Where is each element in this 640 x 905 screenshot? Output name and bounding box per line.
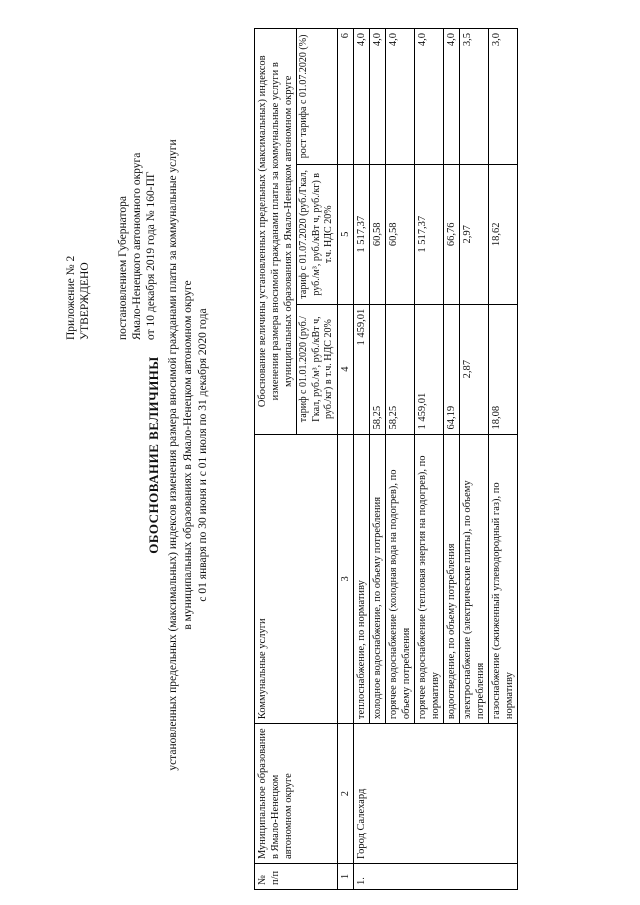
table-row: [353, 29, 369, 890]
tariff-jul-value: 18,62: [488, 164, 517, 304]
header-municipality: Муниципальное образование в Ямало-Ненецком автономном округе: [255, 724, 338, 864]
appendix-number: Приложение № 2: [65, 255, 77, 340]
subtitle-line-3: с 01 января по 30 июня и с 01 июля по 31 декабря 2020 года: [197, 308, 209, 602]
service-name: горячее водоснабжение (холодная вода на подогрев), по объему потребления: [385, 434, 414, 724]
approval-mark: УТВЕРЖДЕНО: [79, 262, 91, 340]
tariff-jan-value: 18,08: [488, 304, 517, 434]
subtitle-line-2: в муниципальных образованиях в Ямало-Ненецком автономном округе: [182, 280, 194, 630]
header-tariff-jul: тариф с 01.07.2020 (руб./Гкал, руб./м³, руб./кВт ч, руб./кг) в т.ч. НДС 20%: [297, 164, 338, 304]
header-service: Коммунальные услуги: [255, 434, 338, 724]
growth-value: 3,5: [459, 29, 488, 165]
header-tariff-jan: тариф с 01.01.2020 (руб./Гкал, руб./м³, руб./кВт ч, руб./кг) в т.ч. НДС 20%: [297, 304, 338, 434]
tariff-jul-value: 60,58: [369, 164, 385, 304]
header-row-1: [255, 29, 297, 890]
col-number: 3: [337, 434, 353, 724]
growth-value: 4,0: [369, 29, 385, 165]
growth-value: 4,0: [353, 29, 369, 165]
document-subtitle: [166, 45, 211, 865]
col-number: 5: [337, 164, 353, 304]
appendix-header: [64, 20, 92, 340]
tariff-table: [254, 28, 518, 890]
tariff-jan-value: 1 459,01: [353, 304, 369, 434]
growth-value: 4,0: [414, 29, 443, 165]
service-name: холодное водоснабжение, по объему потребления: [369, 434, 385, 724]
tariff-jan-value: 58,25: [385, 304, 414, 434]
subtitle-line-1: установленных предельных (максимальных) индексов изменения размера вносимой гражданами платы за коммунальные услуги: [167, 139, 179, 771]
tariff-jul-value: 2,97: [459, 164, 488, 304]
header-growth: рост тарифа с 01.07.2020 (%): [297, 29, 338, 165]
growth-value: 4,0: [385, 29, 414, 165]
approval-line-1: постановлением Губернатора: [117, 196, 129, 340]
col-number: 1: [337, 864, 353, 890]
municipality-name: Город Салехард: [353, 724, 517, 864]
tariff-jan-value: 2,87: [459, 304, 488, 434]
approval-line-2: Ямало-Ненецкого автономного округа: [131, 152, 143, 340]
growth-value: 4,0: [443, 29, 459, 165]
tariff-jan-value: 64,19: [443, 304, 459, 434]
service-name: газоснабжение (сжиженный углеводородный газ), по нормативу: [488, 434, 517, 724]
row-number: 1.: [353, 864, 517, 890]
service-name: горячее водоснабжение (тепловая энергия на подогрев), по нормативу: [414, 434, 443, 724]
service-name: теплоснабжение, по нормативу: [353, 434, 369, 724]
tariff-jul-value: 1 517,37: [353, 164, 369, 304]
service-name: водоотведение, по объему потребления: [443, 434, 459, 724]
col-number: 6: [337, 29, 353, 165]
tariff-jul-value: 60,58: [385, 164, 414, 304]
tariff-jul-value: 1 517,37: [414, 164, 443, 304]
col-number: 4: [337, 304, 353, 434]
approval-line-3: от 10 декабря 2019 года № 160-ПГ: [145, 171, 157, 340]
header-num: № п/п: [255, 864, 338, 890]
column-number-row: [337, 29, 353, 890]
tariff-jan-value: 1 459,01: [414, 304, 443, 434]
header-justification: Обоснование величины установленных предельных (максимальных) индексов изменения размера вносимой гражданами платы за коммунальные услуги в муниципальных образованиях в Ямало-Ненецком автономном округе: [255, 29, 297, 435]
growth-value: 3,0: [488, 29, 517, 165]
tariff-jan-value: 58,25: [369, 304, 385, 434]
col-number: 2: [337, 724, 353, 864]
document-title: ОБОСНОВАНИЕ ВЕЛИЧИНЫ: [146, 356, 161, 554]
tariff-jul-value: 66,76: [443, 164, 459, 304]
service-name: электроснабжение (электрические плиты), по объему потребления: [459, 434, 488, 724]
